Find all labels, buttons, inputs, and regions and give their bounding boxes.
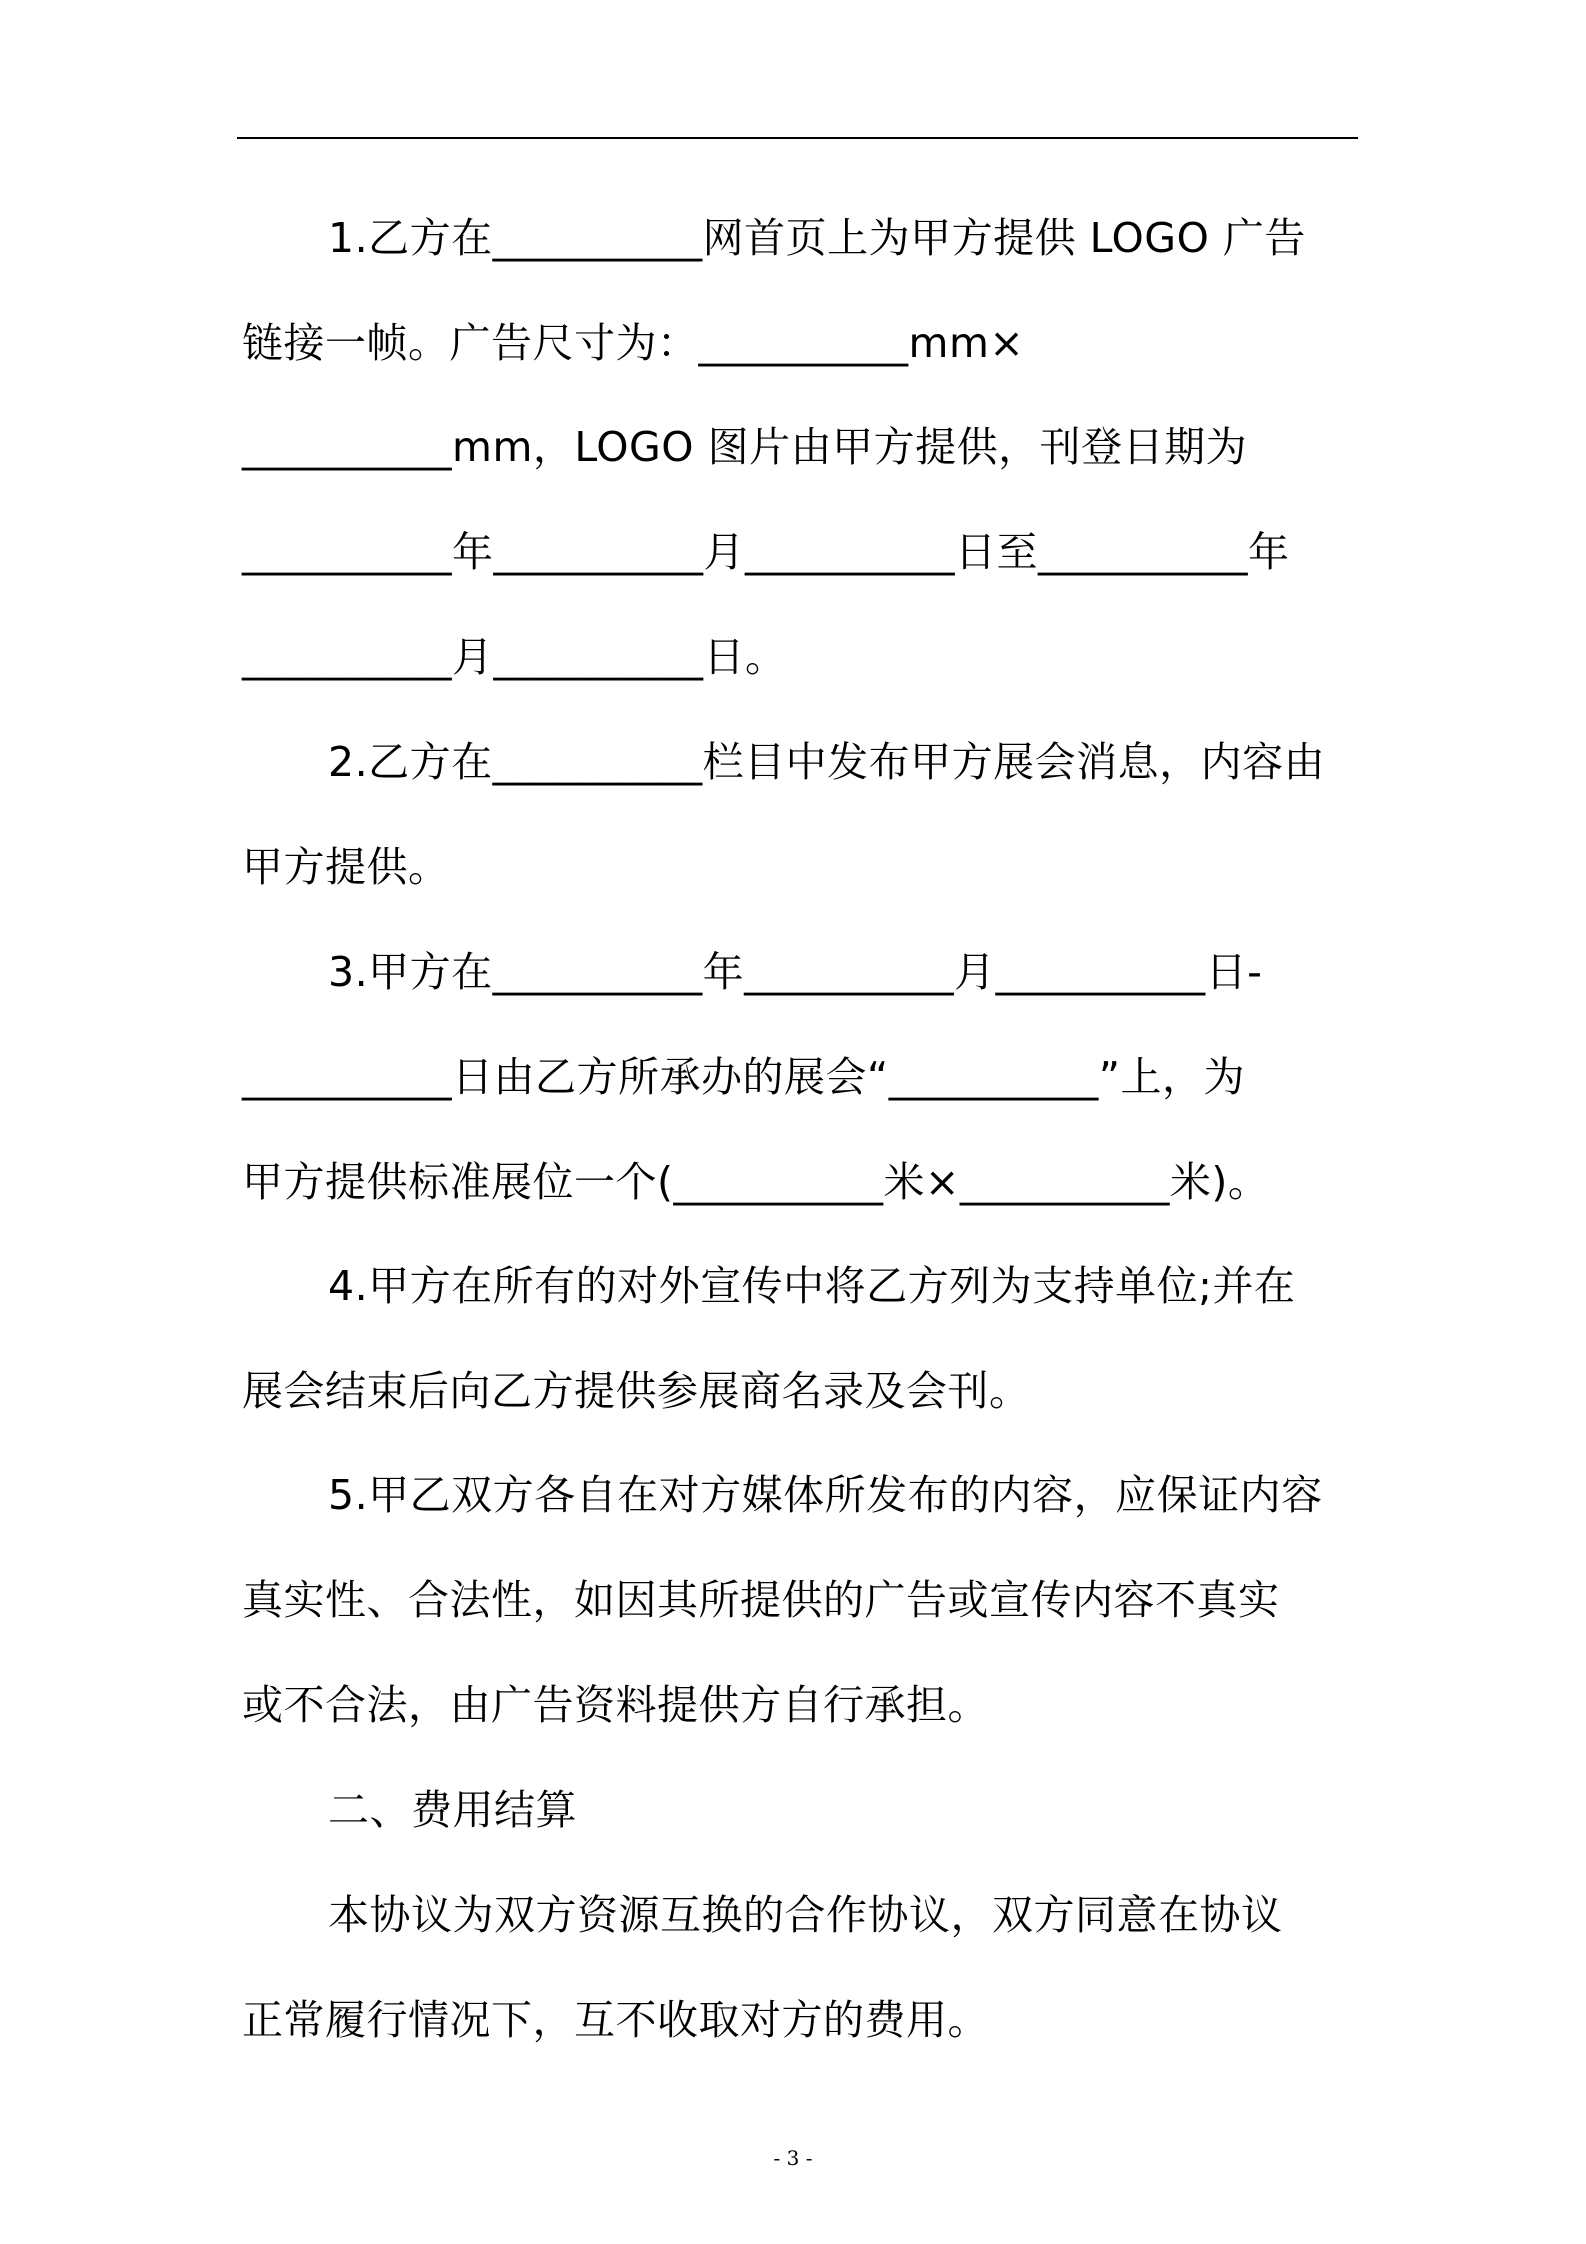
text-line: __________年__________月__________日至__________年 bbox=[242, 528, 1290, 576]
text-line: __________mm，LOGO 图片由甲方提供，刊登日期为 bbox=[242, 423, 1248, 471]
text-line: 3.甲方在__________年__________月__________日- bbox=[328, 948, 1263, 996]
text-line: 真实性、合法性，如因其所提供的广告或宣传内容不真实 bbox=[242, 1576, 1280, 1624]
text-line: 1.乙方在__________网首页上为甲方提供 LOGO 广告 bbox=[328, 214, 1306, 262]
text-line: __________日由乙方所承办的展会“__________”上，为 bbox=[242, 1053, 1245, 1101]
section-heading: 二、费用结算 bbox=[328, 1786, 577, 1834]
page-number: - 3 - bbox=[773, 2146, 813, 2170]
text-line: 2.乙方在__________栏目中发布甲方展会消息，内容由 bbox=[328, 738, 1326, 786]
text-line: 展会结束后向乙方提供参展商名录及会刊。 bbox=[242, 1367, 1031, 1415]
text-line: 甲方提供标准展位一个(__________米×__________米)。 bbox=[242, 1158, 1270, 1206]
text-line: 甲方提供。 bbox=[242, 843, 450, 891]
text-line: 本协议为双方资源互换的合作协议，双方同意在协议 bbox=[328, 1891, 1283, 1939]
text-line: 正常履行情况下，互不收取对方的费用。 bbox=[242, 1996, 989, 2044]
text-line: __________月__________日。 bbox=[242, 633, 787, 681]
text-line: 链接一帧。广告尺寸为：__________mm× bbox=[242, 319, 1025, 367]
text-line: 5.甲乙双方各自在对方媒体所发布的内容，应保证内容 bbox=[328, 1471, 1323, 1519]
text-line: 4.甲方在所有的对外宣传中将乙方列为支持单位;并在 bbox=[328, 1262, 1296, 1310]
text-line: 或不合法，由广告资料提供方自行承担。 bbox=[242, 1681, 989, 1729]
header-rule bbox=[237, 137, 1358, 139]
